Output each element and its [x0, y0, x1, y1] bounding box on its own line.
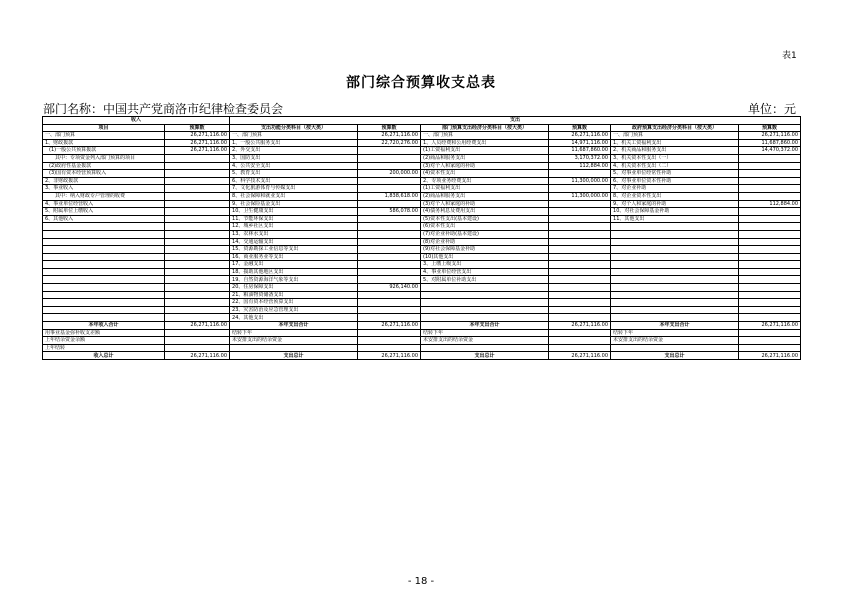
table-cell: [230, 344, 358, 352]
table-cell: 1,838,618.00: [358, 192, 421, 200]
table-cell: (1)工资福利支出: [421, 185, 549, 193]
table-cell: [549, 276, 611, 284]
table-cell: [739, 177, 801, 185]
table-cell: 其中：专项资金列入部门预算的项目: [43, 154, 165, 162]
table-cell: [611, 291, 739, 299]
table-cell: [165, 246, 230, 254]
table-cell: 结转下年: [230, 329, 358, 337]
table-cell: 一、部门预算: [43, 132, 165, 140]
table-cell: 9、对个人和家庭的补助: [611, 200, 739, 208]
table-row: [43, 306, 801, 314]
table-cell: (2)商品和服务支出: [421, 154, 549, 162]
table-cell: (1)一般公共预算拨款: [43, 147, 165, 155]
table-cell: [549, 238, 611, 246]
table-cell: 20、住房保障支出: [230, 284, 358, 292]
table-cell: (10)其他支出: [421, 253, 549, 261]
table-cell: [165, 268, 230, 276]
table-cell: 未安排支出的结余资金: [611, 337, 739, 345]
table-cell: 5、附属单位上缴收入: [43, 208, 165, 216]
table-row: [43, 215, 801, 223]
table-cell: 4、事业单位经营收入: [43, 200, 165, 208]
table-cell: [358, 200, 421, 208]
table-cell: [358, 253, 421, 261]
table-cell: 11,300,000.00: [549, 177, 611, 185]
table-cell: (3)国有资本经营预算收入: [43, 170, 165, 178]
table-cell: [43, 223, 165, 231]
table-cell: 一、部门预算: [230, 132, 358, 140]
table-cell: [358, 223, 421, 231]
table-cell: [358, 185, 421, 193]
table-cell: 3、上缴上级支出: [421, 261, 549, 269]
table-cell: 2、外交支出: [230, 147, 358, 155]
table-cell: [611, 268, 739, 276]
table-cell: [358, 306, 421, 314]
table-cell: 本年支出合计: [611, 322, 739, 330]
table-cell: [739, 276, 801, 284]
table-cell: 5、教育支出: [230, 170, 358, 178]
table-cell: (2)商品和服务支出: [421, 192, 549, 200]
table-cell: 11、其他支出: [611, 215, 739, 223]
table-cell: [739, 337, 801, 345]
table-cell: 26,271,116.00: [358, 352, 421, 360]
table-cell: 14,971,116.00: [549, 139, 611, 147]
table-cell: [549, 230, 611, 238]
table-row: [43, 162, 801, 170]
table-cell: (8)对企业补助: [421, 238, 549, 246]
table-cell: [358, 337, 421, 345]
table-cell: 用事业基金弥补收支差额: [43, 329, 165, 337]
table-cell: [739, 215, 801, 223]
table-cell: 6、其他收入: [43, 215, 165, 223]
table-cell: [165, 177, 230, 185]
table-row: [43, 139, 801, 147]
column-header: 预算数: [358, 124, 421, 132]
column-header: 预算数: [165, 124, 230, 132]
table-cell: 4、机关资本性支出（二）: [611, 162, 739, 170]
table-cell: [358, 162, 421, 170]
table-cell: 13、农林水支出: [230, 230, 358, 238]
table-cell: [358, 276, 421, 284]
table-cell: [739, 329, 801, 337]
table-cell: 26,271,116.00: [358, 132, 421, 140]
table-cell: [611, 299, 739, 307]
table-cell: 6、科学技术支出: [230, 177, 358, 185]
table-cell: [165, 185, 230, 193]
table-cell: [165, 291, 230, 299]
table-cell: 26,271,116.00: [358, 322, 421, 330]
table-cell: 26,271,116.00: [549, 132, 611, 140]
table-cell: [165, 253, 230, 261]
table-cell: 支出总计: [421, 352, 549, 360]
page-title: 部门综合预算收支总表: [346, 75, 496, 91]
table-cell: 26,271,116.00: [739, 352, 801, 360]
table-cell: [358, 268, 421, 276]
table-cell: [43, 253, 165, 261]
table-cell: 1、人员经费和公用经费支出: [421, 139, 549, 147]
unit-label: 单位：元: [748, 102, 797, 116]
table-number: 表1: [782, 51, 797, 61]
table-cell: [549, 215, 611, 223]
table-cell: (1)工资福利支出: [421, 147, 549, 155]
table-cell: 112,884.00: [549, 162, 611, 170]
table-cell: 926,140.00: [358, 284, 421, 292]
column-header: 预算数: [739, 124, 801, 132]
table-cell: [611, 223, 739, 231]
table-row: [43, 238, 801, 246]
table-cell: 112,884.00: [739, 200, 801, 208]
table-cell: 26,271,116.00: [165, 352, 230, 360]
table-cell: [358, 238, 421, 246]
table-row: [43, 147, 801, 155]
table-row: [43, 291, 801, 299]
table-cell: 586,078.00: [358, 208, 421, 216]
table-cell: [611, 314, 739, 322]
table-cell: [739, 291, 801, 299]
table-cell: [358, 344, 421, 352]
table-cell: 10、卫生健康支出: [230, 208, 358, 216]
table-cell: [739, 284, 801, 292]
table-cell: (6)资本性支出: [421, 223, 549, 231]
table-cell: [739, 306, 801, 314]
table-cell: 本年收入合计: [43, 322, 165, 330]
table-cell: 支出总计: [230, 352, 358, 360]
table-row: [43, 177, 801, 185]
table-cell: 上年结转: [43, 344, 165, 352]
table-cell: 3,170,372.00: [549, 154, 611, 162]
table-cell: [739, 223, 801, 231]
table-cell: 2、机关商品和服务支出: [611, 147, 739, 155]
income-group-header: 收入: [43, 117, 230, 125]
table-cell: [549, 208, 611, 216]
table-cell: [549, 337, 611, 345]
table-cell: 21、粮油物资储备支出: [230, 291, 358, 299]
table-cell: (3)对个人和家庭的补助: [421, 200, 549, 208]
table-row: [43, 253, 801, 261]
table-cell: 本年支出合计: [230, 322, 358, 330]
table-cell: 9、社会保险基金支出: [230, 200, 358, 208]
table-row: [43, 223, 801, 231]
table-cell: 11,300,000.00: [549, 192, 611, 200]
table-cell: [739, 253, 801, 261]
table-cell: [739, 170, 801, 178]
table-cell: 26,271,116.00: [165, 132, 230, 140]
table-cell: 8、对企业资本性支出: [611, 192, 739, 200]
table-row: [43, 329, 801, 337]
table-cell: [165, 306, 230, 314]
table-cell: 5、对事业单位经常性补助: [611, 170, 739, 178]
table-cell: [43, 306, 165, 314]
table-cell: [611, 284, 739, 292]
table-cell: [165, 230, 230, 238]
table-cell: 收入总计: [43, 352, 165, 360]
table-cell: [43, 284, 165, 292]
table-cell: 6、对事业单位资本性补助: [611, 177, 739, 185]
table-row: [43, 268, 801, 276]
table-cell: [358, 154, 421, 162]
table-cell: 10、对社会保障基金补助: [611, 208, 739, 216]
table-cell: 2、非财政拨款: [43, 177, 165, 185]
table-cell: 14、交通运输支出: [230, 238, 358, 246]
table-cell: [358, 246, 421, 254]
table-row: [43, 314, 801, 322]
table-cell: (7)对企业补助(基本建设): [421, 230, 549, 238]
table-row: [43, 200, 801, 208]
table-cell: [165, 208, 230, 216]
page-number: - 18 -: [407, 576, 435, 587]
table-cell: (9)对社会保障基金补助: [421, 246, 549, 254]
table-cell: 其中：纳入财政专户管理的收费: [43, 192, 165, 200]
table-cell: [611, 344, 739, 352]
table-cell: [611, 276, 739, 284]
table-cell: 14,470,372.00: [739, 147, 801, 155]
table-cell: [358, 230, 421, 238]
table-cell: [165, 261, 230, 269]
table-cell: [739, 344, 801, 352]
table-cell: 上年结余资金余额: [43, 337, 165, 345]
table-cell: [358, 147, 421, 155]
table-row: [43, 284, 801, 292]
table-cell: 1、机关工资福利支出: [611, 139, 739, 147]
table-cell: [611, 261, 739, 269]
table-cell: [43, 238, 165, 246]
table-cell: [739, 154, 801, 162]
table-cell: 18、援助其他地区支出: [230, 268, 358, 276]
table-cell: (2)政府性基金拨款: [43, 162, 165, 170]
table-cell: 17、金融支出: [230, 261, 358, 269]
column-header: 项目: [43, 124, 165, 132]
table-cell: 1、财政拨款: [43, 139, 165, 147]
table-cell: [549, 268, 611, 276]
table-row: [43, 337, 801, 345]
table-cell: 5、对附属单位补助支出: [421, 276, 549, 284]
table-cell: [358, 329, 421, 337]
table-cell: 未安排支出的结余资金: [421, 337, 549, 345]
table-cell: [165, 154, 230, 162]
table-cell: [421, 291, 549, 299]
table-cell: [611, 306, 739, 314]
table-cell: 26,271,116.00: [739, 132, 801, 140]
expense-group-header: 支出: [230, 117, 801, 125]
table-cell: [739, 185, 801, 193]
table-cell: [611, 253, 739, 261]
table-cell: [739, 230, 801, 238]
department-name: 部门名称：中国共产党商洛市纪律检查委员会: [43, 102, 284, 116]
table-cell: [165, 200, 230, 208]
table-cell: [43, 268, 165, 276]
table-cell: [165, 337, 230, 345]
table-row: [43, 185, 801, 193]
table-cell: 一、部门预算: [421, 132, 549, 140]
table-cell: [43, 246, 165, 254]
table-cell: [549, 329, 611, 337]
table-cell: (3)对个人和家庭的补助: [421, 162, 549, 170]
table-row: [43, 276, 801, 284]
table-cell: 26,271,116.00: [549, 322, 611, 330]
table-cell: [43, 299, 165, 307]
column-header: 支出功能分类科目（按大类）: [230, 124, 358, 132]
table-cell: [549, 299, 611, 307]
budget-summary-table: [42, 116, 801, 360]
table-cell: 19、自然资源海洋气象等支出: [230, 276, 358, 284]
table-cell: 支出总计: [611, 352, 739, 360]
table-cell: [739, 208, 801, 216]
table-cell: [739, 268, 801, 276]
table-cell: 7、对企业补助: [611, 185, 739, 193]
table-cell: [358, 314, 421, 322]
table-row: [43, 246, 801, 254]
table-row: [43, 170, 801, 178]
table-cell: 1、一般公共服务支出: [230, 139, 358, 147]
table-cell: [421, 344, 549, 352]
table-cell: 11、节能环保支出: [230, 215, 358, 223]
table-cell: 一、部门预算: [611, 132, 739, 140]
table-cell: 3、机关资本性支出（一）: [611, 154, 739, 162]
table-cell: [739, 162, 801, 170]
table-cell: 7、文化旅游体育与传媒支出: [230, 185, 358, 193]
table-cell: [611, 230, 739, 238]
table-cell: [549, 314, 611, 322]
table-row: [43, 192, 801, 200]
table-cell: 26,271,116.00: [165, 147, 230, 155]
table-cell: 200,000.00: [358, 170, 421, 178]
table-cell: (4)资本性支出: [421, 170, 549, 178]
table-cell: [165, 238, 230, 246]
table-cell: [165, 344, 230, 352]
table-cell: [421, 284, 549, 292]
table-cell: [165, 223, 230, 231]
table-cell: 24、其他支出: [230, 314, 358, 322]
table-row: [43, 352, 801, 360]
table-cell: 结转下年: [421, 329, 549, 337]
table-cell: 22、国有资本经营预算支出: [230, 299, 358, 307]
table-cell: [165, 314, 230, 322]
table-cell: [43, 314, 165, 322]
table-cell: [358, 299, 421, 307]
table-cell: [611, 238, 739, 246]
table-cell: [421, 314, 549, 322]
table-cell: (4)债务利息及费用支出: [421, 208, 549, 216]
table-cell: [549, 344, 611, 352]
table-cell: [43, 291, 165, 299]
table-cell: [165, 162, 230, 170]
table-cell: [739, 238, 801, 246]
table-cell: [739, 261, 801, 269]
table-cell: [165, 170, 230, 178]
table-cell: 22,720,276.00: [358, 139, 421, 147]
table-cell: [358, 291, 421, 299]
table-cell: 3、国防支出: [230, 154, 358, 162]
table-cell: [165, 329, 230, 337]
table-cell: 本年支出合计: [421, 322, 549, 330]
table-cell: [358, 215, 421, 223]
table-cell: [358, 177, 421, 185]
table-cell: [549, 284, 611, 292]
table-cell: 11,687,860.00: [549, 147, 611, 155]
column-header: 政府预算支出经济分类科目（按大类）: [611, 124, 739, 132]
table-cell: [421, 299, 549, 307]
table-cell: [358, 261, 421, 269]
table-cell: [549, 291, 611, 299]
table-cell: [43, 276, 165, 284]
table-cell: 12、城乡社区支出: [230, 223, 358, 231]
table-cell: [739, 314, 801, 322]
table-cell: 4、公共安全支出: [230, 162, 358, 170]
table-row: [43, 132, 801, 140]
table-cell: [165, 215, 230, 223]
table-cell: [165, 299, 230, 307]
table-cell: [165, 276, 230, 284]
table-cell: [739, 192, 801, 200]
table-cell: 26,271,116.00: [549, 352, 611, 360]
table-cell: 11,687,860.00: [739, 139, 801, 147]
table-row: [43, 208, 801, 216]
table-cell: [43, 261, 165, 269]
table-cell: [611, 246, 739, 254]
table-row: [43, 230, 801, 238]
table-row: [43, 299, 801, 307]
table-cell: [549, 185, 611, 193]
table-cell: 结转下年: [611, 329, 739, 337]
table-cell: 15、资源勘探工业信息等支出: [230, 246, 358, 254]
table-cell: 2、专项业务经费支出: [421, 177, 549, 185]
table-cell: [549, 223, 611, 231]
table-cell: [421, 306, 549, 314]
table-cell: [549, 200, 611, 208]
table-row: [43, 322, 801, 330]
table-cell: [165, 284, 230, 292]
table-cell: [549, 170, 611, 178]
table-cell: [549, 261, 611, 269]
table-cell: [549, 246, 611, 254]
table-cell: 4、事业单位经营支出: [421, 268, 549, 276]
table-row: [43, 344, 801, 352]
table-cell: 26,271,116.00: [165, 139, 230, 147]
table-row: [43, 154, 801, 162]
table-cell: [739, 299, 801, 307]
table-cell: 23、灾害防治及应急管理支出: [230, 306, 358, 314]
table-row: [43, 261, 801, 269]
table-cell: [165, 192, 230, 200]
table-cell: [549, 306, 611, 314]
table-cell: [549, 253, 611, 261]
table-cell: 26,271,116.00: [739, 322, 801, 330]
table-cell: 16、商业服务业等支出: [230, 253, 358, 261]
column-header: 预算数: [549, 124, 611, 132]
table-cell: 3、事业收入: [43, 185, 165, 193]
table-cell: 26,271,116.00: [165, 322, 230, 330]
table-cell: (5)资本性支出(基本建设): [421, 215, 549, 223]
table-cell: 未安排支出的结余资金: [230, 337, 358, 345]
table-cell: [739, 246, 801, 254]
column-header: 部门预算支出经济分类科目（按大类）: [421, 124, 549, 132]
table-cell: [43, 230, 165, 238]
table-cell: 8、社会保障和就业支出: [230, 192, 358, 200]
